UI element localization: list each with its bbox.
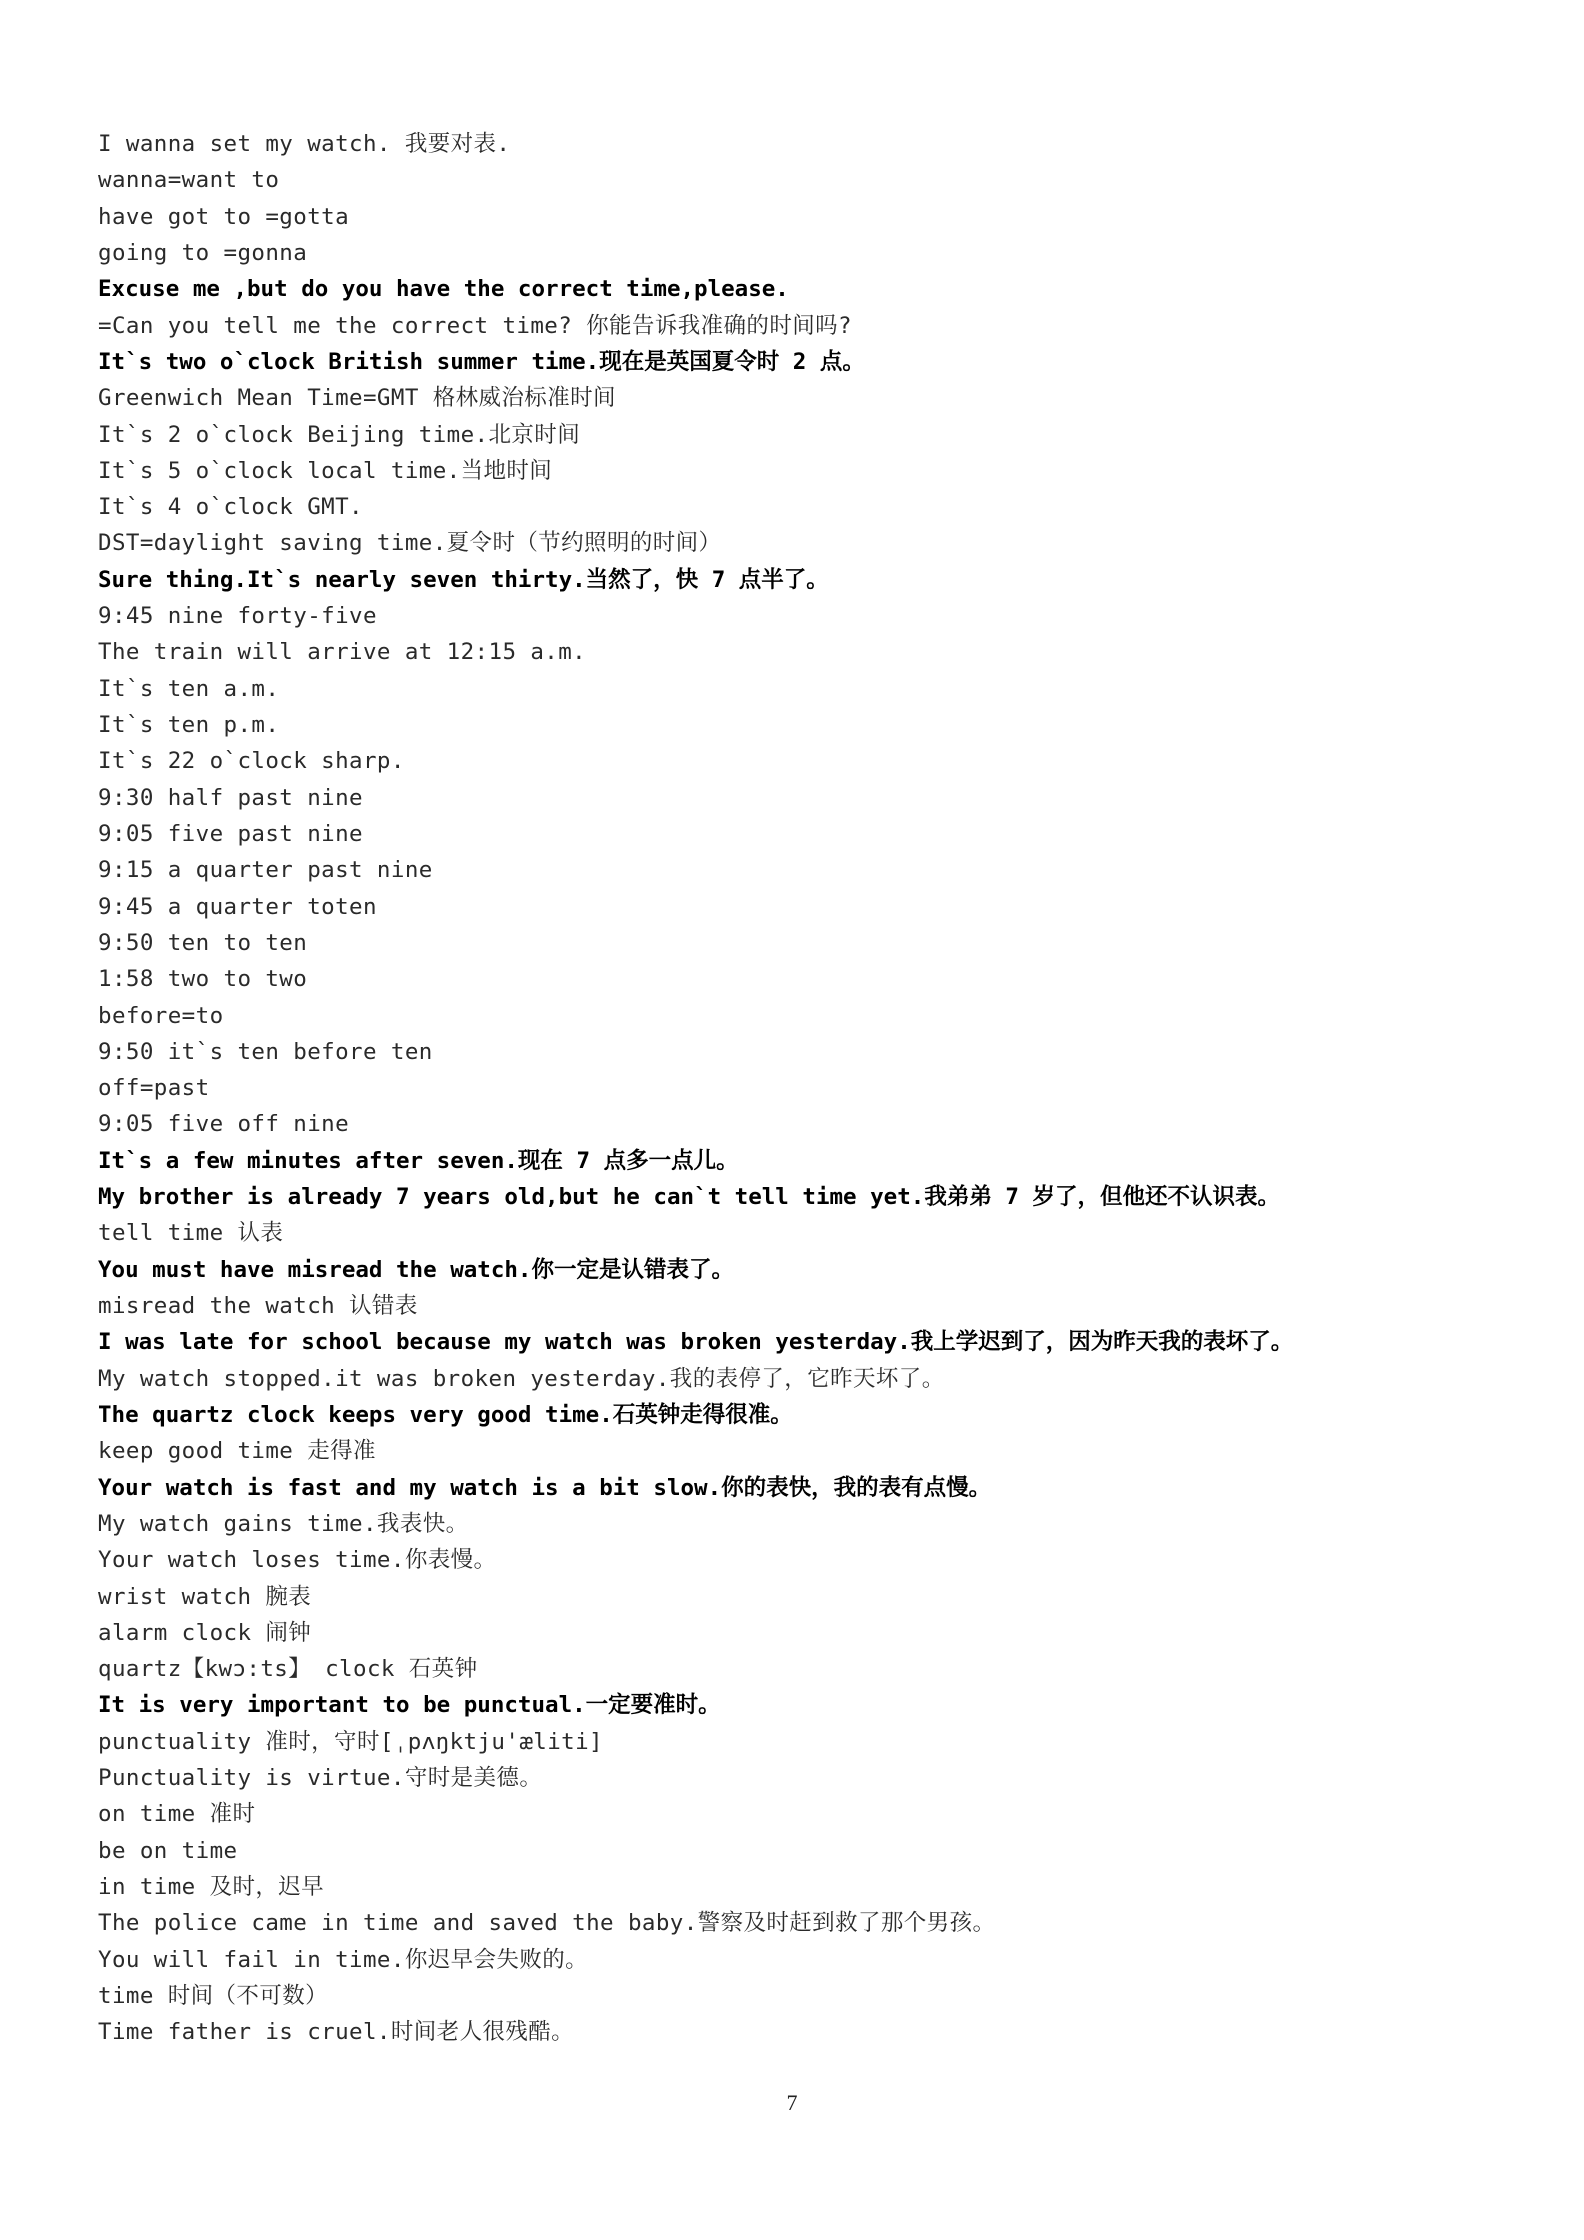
text-line: Time father is cruel.时间老人很残酷。 (98, 2019, 575, 2046)
text-line: It is very important to be punctual.一定要准时。 (98, 1692, 721, 1719)
text-line: It`s 22 o`clock sharp. (98, 748, 405, 775)
text-line: on time 准时 (98, 1801, 256, 1828)
text-line: Punctuality is virtue.守时是美德。 (98, 1765, 543, 1792)
text-line: It`s a few minutes after seven.现在 7 点多一点儿。 (98, 1147, 739, 1174)
text-line: My brother is already 7 years old,but he can`t tell time yet.我弟弟 7 岁了，但他还不认识表。 (98, 1184, 1280, 1211)
text-line: misread the watch 认错表 (98, 1293, 418, 1319)
text-line: Sure thing.It`s nearly seven thirty.当然了，快 7 点半了。 (98, 566, 829, 593)
text-lines (98, 126, 1538, 2051)
text-line: The train will arrive at 12:15 a.m. (98, 639, 587, 666)
text-line: time 时间（不可数） (98, 1982, 329, 2009)
text-line: It`s 2 o`clock Beijing time.北京时间 (98, 421, 581, 448)
text-line: Your watch is fast and my watch is a bit slow.你的表快，我的表有点慢。 (98, 1474, 992, 1501)
text-line: 9:15 a quarter past nine (98, 857, 433, 884)
text-line: wanna=want to (98, 167, 280, 194)
text-line: You will fail in time.你迟早会失败的。 (98, 1946, 589, 1973)
text-line: My watch stopped.it was broken yesterday.我的表停了，它昨天坏了。 (98, 1365, 945, 1392)
text-line: It`s two o`clock British summer time.现在是英国夏令时 2 点。 (98, 348, 865, 375)
text-line: 9:05 five off nine (98, 1111, 350, 1138)
text-line: My watch gains time.我表快。 (98, 1510, 469, 1537)
text-line: It`s 5 o`clock local time.当地时间 (98, 457, 553, 484)
text-line: 9:50 ten to ten (98, 929, 308, 956)
text-line: 1:58 two to two (98, 966, 308, 993)
text-line: 9:30 half past nine (98, 784, 363, 811)
text-line: Your watch loses time.你表慢。 (98, 1547, 497, 1574)
text-line: be on time (98, 1837, 238, 1864)
text-line: =Can you tell me the correct time? 你能告诉我准确的时间吗? (98, 312, 852, 339)
text-line: keep good time 走得准 (98, 1438, 376, 1465)
text-line: Excuse me ,but do you have the correct time,please. (98, 276, 789, 303)
text-line: wrist watch 腕表 (98, 1583, 312, 1610)
text-line: 9:05 five past nine (98, 820, 363, 847)
text-line: off=past (98, 1075, 210, 1102)
text-line: tell time 认表 (98, 1220, 284, 1247)
text-line: Greenwich Mean Time=GMT 格林威治标准时间 (98, 385, 616, 412)
text-line: DST=daylight saving time.夏令时（节约照明的时间） (98, 530, 722, 557)
text-line: alarm clock 闹钟 (98, 1619, 312, 1646)
text-line: I wanna set my watch. 我要对表. (98, 131, 511, 157)
text-line: You must have misread the watch.你一定是认错表了。 (98, 1256, 734, 1283)
text-line: before=to (98, 1002, 224, 1029)
text-line: It`s 4 o`clock GMT. (98, 494, 363, 521)
text-line: The police came in time and saved the baby.警察及时赶到救了那个男孩。 (98, 1910, 996, 1937)
text-line: I was late for school because my watch was broken yesterday.我上学迟到了，因为昨天我的表坏了。 (98, 1329, 1294, 1356)
text-line: going to =gonna (98, 239, 308, 266)
page-number: 7 (786, 2090, 798, 2115)
text-line: have got to =gotta (98, 203, 350, 230)
text-line: in time 及时，迟早 (98, 1874, 325, 1900)
text-line: 9:50 it`s ten before ten (98, 1038, 433, 1065)
text-line: 9:45 a quarter toten (98, 893, 377, 920)
text-line: It`s ten p.m. (98, 712, 280, 738)
text-line: quartz【kwɔ:ts】 clock 石英钟 (98, 1656, 478, 1683)
text-line: 9:45 nine forty-five (98, 603, 377, 630)
text-line: The quartz clock keeps very good time.石英钟走得很准。 (98, 1401, 793, 1428)
text-line: punctuality 准时，守时[ˌpʌŋktju'æliti] (98, 1728, 603, 1755)
text-line: It`s ten a.m. (98, 675, 280, 702)
